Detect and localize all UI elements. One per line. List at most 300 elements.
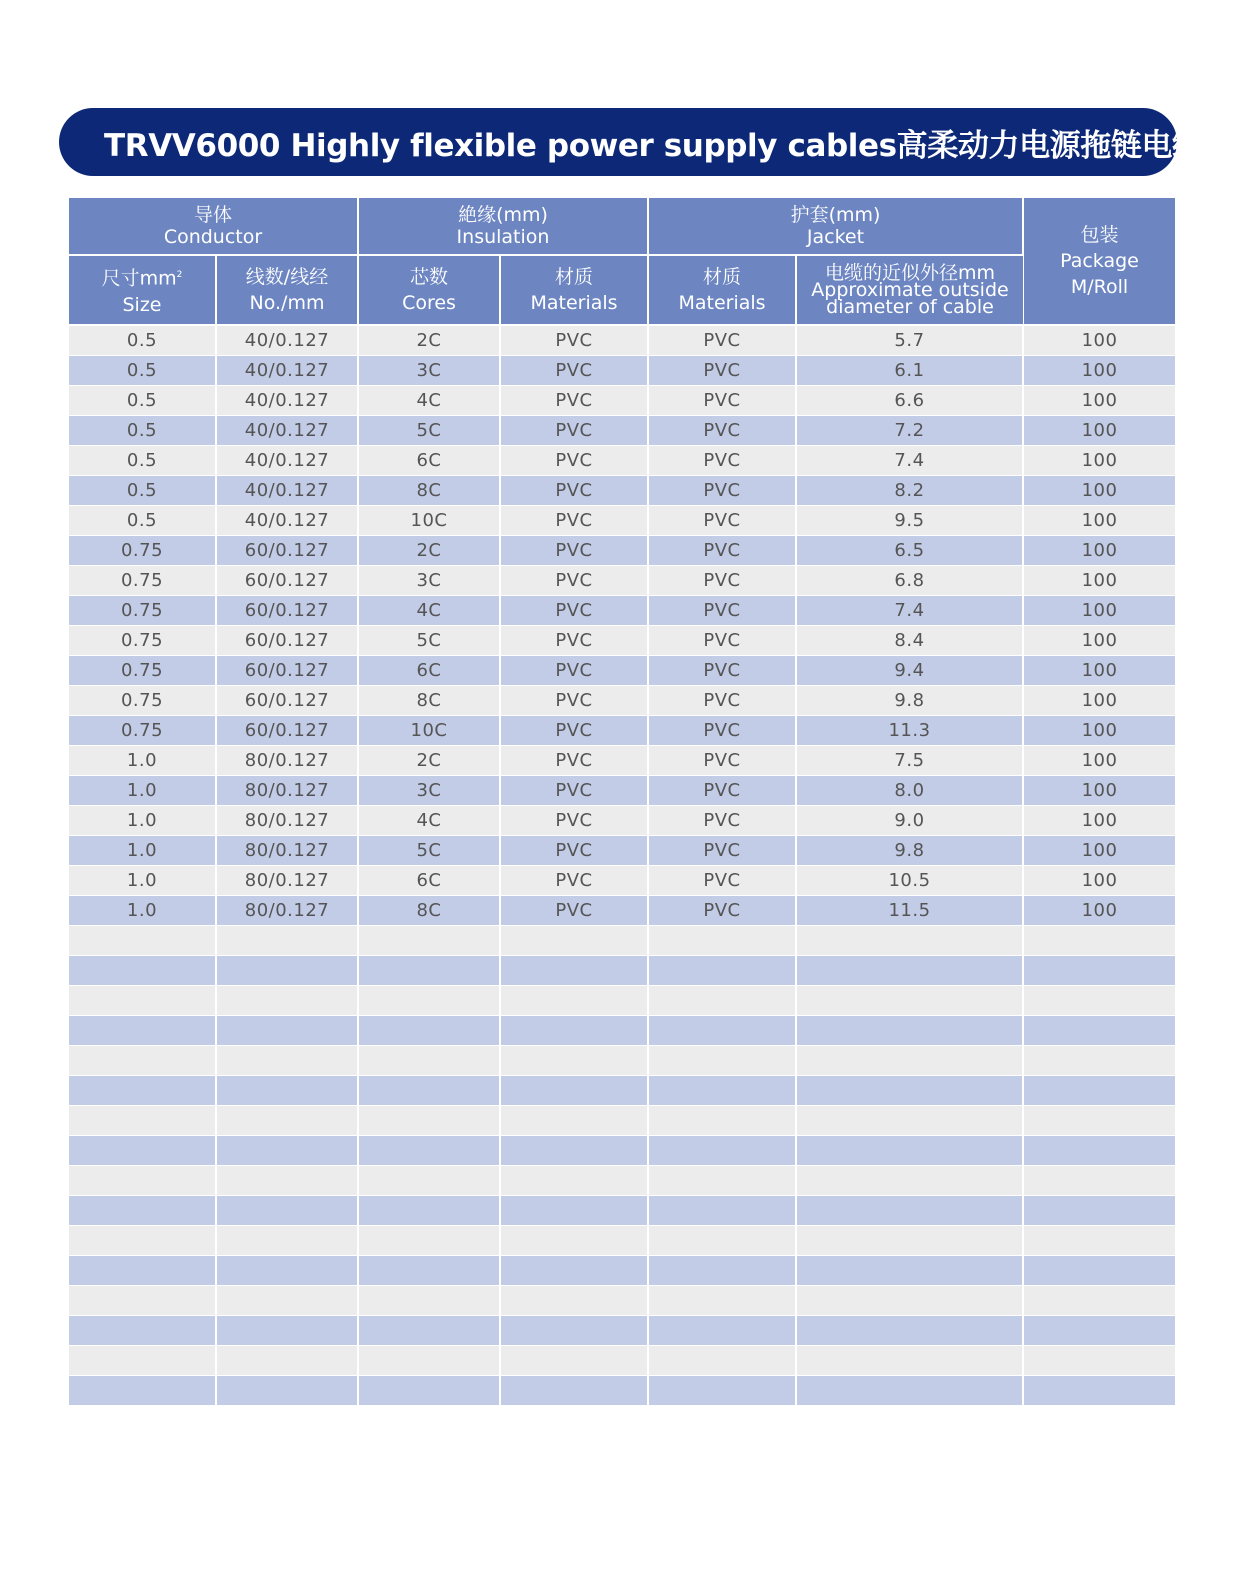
cell-insulation-material: PVC [500, 686, 648, 716]
cell-size [69, 1196, 216, 1226]
cell-size: 0.5 [69, 386, 216, 416]
cell-size [69, 1346, 216, 1376]
cell-size [69, 1376, 216, 1406]
cell-diameter: 9.5 [796, 506, 1023, 536]
cell-insulation-material [500, 956, 648, 986]
cell-jacket-material: PVC [648, 776, 796, 806]
table-row [69, 926, 1175, 956]
cell-insulation-material: PVC [500, 716, 648, 746]
cell-package: 100 [1023, 866, 1175, 896]
cell-diameter [796, 1136, 1023, 1166]
cell-diameter [796, 1196, 1023, 1226]
cell-cores [358, 1316, 500, 1346]
cell-cores [358, 1256, 500, 1286]
cell-diameter: 7.4 [796, 446, 1023, 476]
cell-insulation-material: PVC [500, 866, 648, 896]
cell-insulation-material: PVC [500, 776, 648, 806]
cell-diameter: 10.5 [796, 866, 1023, 896]
cell-package: 100 [1023, 626, 1175, 656]
cell-insulation-material [500, 1256, 648, 1286]
cell-strands: 80/0.127 [216, 896, 358, 926]
cell-diameter: 9.0 [796, 806, 1023, 836]
cell-jacket-material [648, 1256, 796, 1286]
cell-insulation-material: PVC [500, 416, 648, 446]
cell-size: 1.0 [69, 806, 216, 836]
page-title: TRVV6000 Highly flexible power supply cables高柔动力电源拖链电缆 [59, 108, 1177, 176]
table-row [69, 836, 1175, 866]
spec-table [69, 198, 1175, 1406]
cell-strands: 60/0.127 [216, 596, 358, 626]
table-row [69, 866, 1175, 896]
table-row [69, 536, 1175, 566]
cell-cores [358, 1106, 500, 1136]
cell-cores: 3C [358, 776, 500, 806]
cell-strands [216, 1376, 358, 1406]
table-row [69, 686, 1175, 716]
cell-insulation-material [500, 1376, 648, 1406]
cell-cores: 10C [358, 506, 500, 536]
cell-package: 100 [1023, 386, 1175, 416]
cell-jacket-material: PVC [648, 866, 796, 896]
table-row [69, 986, 1175, 1016]
cell-insulation-material [500, 1136, 648, 1166]
cell-jacket-material [648, 1166, 796, 1196]
cell-cores: 4C [358, 386, 500, 416]
table-row [69, 1046, 1175, 1076]
cell-jacket-material: PVC [648, 746, 796, 776]
cell-size: 0.5 [69, 325, 216, 356]
table-row [69, 416, 1175, 446]
cell-strands [216, 956, 358, 986]
cell-insulation-material [500, 1316, 648, 1346]
cell-size [69, 926, 216, 956]
cell-package [1023, 1346, 1175, 1376]
cell-jacket-material: PVC [648, 386, 796, 416]
cell-diameter: 7.5 [796, 746, 1023, 776]
cell-cores [358, 1166, 500, 1196]
cell-insulation-material [500, 1106, 648, 1136]
table-row [69, 806, 1175, 836]
cell-cores: 3C [358, 566, 500, 596]
cell-diameter: 8.4 [796, 626, 1023, 656]
table-row [69, 1016, 1175, 1046]
table-row [69, 596, 1175, 626]
cell-diameter: 11.5 [796, 896, 1023, 926]
cell-cores: 5C [358, 626, 500, 656]
cell-strands: 60/0.127 [216, 536, 358, 566]
cell-package [1023, 1076, 1175, 1106]
cell-strands [216, 1346, 358, 1376]
cell-diameter: 6.1 [796, 356, 1023, 386]
cell-strands: 40/0.127 [216, 476, 358, 506]
table-row [69, 896, 1175, 926]
cell-package [1023, 1286, 1175, 1316]
cell-insulation-material: PVC [500, 626, 648, 656]
cell-package: 100 [1023, 596, 1175, 626]
cell-cores: 8C [358, 476, 500, 506]
cell-diameter [796, 1046, 1023, 1076]
cell-diameter [796, 1316, 1023, 1346]
table-row [69, 1106, 1175, 1136]
cell-diameter [796, 956, 1023, 986]
cell-jacket-material: PVC [648, 686, 796, 716]
cell-jacket-material: PVC [648, 325, 796, 356]
cell-cores [358, 1196, 500, 1226]
cell-package: 100 [1023, 716, 1175, 746]
cell-cores [358, 1016, 500, 1046]
header-size: 尺寸$mm^2$ Size [69, 255, 216, 325]
table-row [69, 656, 1175, 686]
cell-package: 100 [1023, 446, 1175, 476]
cell-insulation-material: PVC [500, 806, 648, 836]
cell-diameter: 7.2 [796, 416, 1023, 446]
cell-size: 0.5 [69, 416, 216, 446]
cell-insulation-material [500, 1196, 648, 1226]
header-jacket-materials: 材质 Materials [648, 255, 796, 325]
cell-strands: 80/0.127 [216, 836, 358, 866]
cell-size [69, 1106, 216, 1136]
cell-strands: 60/0.127 [216, 566, 358, 596]
cell-strands [216, 1226, 358, 1256]
cell-cores: 3C [358, 356, 500, 386]
cell-package [1023, 1166, 1175, 1196]
table-row [69, 1316, 1175, 1346]
cell-jacket-material [648, 1136, 796, 1166]
cell-package: 100 [1023, 656, 1175, 686]
cell-package [1023, 1016, 1175, 1046]
cell-diameter [796, 1256, 1023, 1286]
cell-jacket-material: PVC [648, 836, 796, 866]
cell-cores [358, 926, 500, 956]
cell-package: 100 [1023, 896, 1175, 926]
cell-insulation-material [500, 1346, 648, 1376]
cell-jacket-material: PVC [648, 416, 796, 446]
cell-package: 100 [1023, 746, 1175, 776]
cell-insulation-material: PVC [500, 596, 648, 626]
cell-insulation-material [500, 1166, 648, 1196]
cell-jacket-material [648, 1286, 796, 1316]
cell-package [1023, 1046, 1175, 1076]
cell-jacket-material: PVC [648, 566, 796, 596]
cell-diameter: 6.6 [796, 386, 1023, 416]
cell-diameter: 6.5 [796, 536, 1023, 566]
cell-cores [358, 1376, 500, 1406]
cell-diameter [796, 1016, 1023, 1046]
cell-strands: 40/0.127 [216, 506, 358, 536]
cell-package: 100 [1023, 416, 1175, 446]
cell-insulation-material: PVC [500, 536, 648, 566]
header-insulation-materials: 材质 Materials [500, 255, 648, 325]
cell-package: 100 [1023, 356, 1175, 386]
cell-jacket-material [648, 956, 796, 986]
cell-cores [358, 1286, 500, 1316]
table-row [69, 1256, 1175, 1286]
cell-jacket-material: PVC [648, 476, 796, 506]
cell-diameter: 8.0 [796, 776, 1023, 806]
cell-jacket-material: PVC [648, 656, 796, 686]
cell-package: 100 [1023, 536, 1175, 566]
cell-jacket-material: PVC [648, 626, 796, 656]
cell-insulation-material: PVC [500, 386, 648, 416]
cell-size [69, 1046, 216, 1076]
cell-cores: 4C [358, 596, 500, 626]
table-row [69, 1076, 1175, 1106]
cell-insulation-material: PVC [500, 836, 648, 866]
cell-jacket-material [648, 1346, 796, 1376]
cell-size: 0.75 [69, 596, 216, 626]
table-row [69, 956, 1175, 986]
cell-strands: 40/0.127 [216, 325, 358, 356]
cell-jacket-material [648, 1316, 796, 1346]
header-insulation: 絶缘(mm) Insulation [358, 198, 648, 255]
cell-cores: 2C [358, 746, 500, 776]
cell-jacket-material: PVC [648, 506, 796, 536]
cell-diameter: 7.4 [796, 596, 1023, 626]
cell-package [1023, 1136, 1175, 1166]
cell-cores: 6C [358, 446, 500, 476]
cell-package [1023, 1106, 1175, 1136]
cell-strands [216, 1166, 358, 1196]
cell-insulation-material: PVC [500, 476, 648, 506]
cell-diameter [796, 1286, 1023, 1316]
table-row [69, 716, 1175, 746]
cell-cores [358, 986, 500, 1016]
table-row [69, 1376, 1175, 1406]
cell-package: 100 [1023, 476, 1175, 506]
cell-insulation-material: PVC [500, 566, 648, 596]
cell-cores: 6C [358, 656, 500, 686]
cell-insulation-material: PVC [500, 356, 648, 386]
table-row [69, 1196, 1175, 1226]
cell-diameter: 11.3 [796, 716, 1023, 746]
cell-strands: 80/0.127 [216, 776, 358, 806]
cell-cores: 4C [358, 806, 500, 836]
cell-cores: 2C [358, 536, 500, 566]
table-header [69, 198, 1175, 325]
cell-strands: 40/0.127 [216, 356, 358, 386]
header-package: 包装 Package M/Roll [1023, 198, 1175, 325]
cell-insulation-material: PVC [500, 446, 648, 476]
header-conductor: 导体 Conductor [69, 198, 358, 255]
table-row [69, 446, 1175, 476]
cell-jacket-material: PVC [648, 596, 796, 626]
cell-strands: 80/0.127 [216, 806, 358, 836]
cell-strands [216, 1256, 358, 1286]
cell-insulation-material [500, 986, 648, 1016]
cell-diameter: 9.4 [796, 656, 1023, 686]
cell-cores: 10C [358, 716, 500, 746]
table-row [69, 1166, 1175, 1196]
cell-jacket-material: PVC [648, 896, 796, 926]
cell-insulation-material [500, 926, 648, 956]
cell-size: 0.5 [69, 506, 216, 536]
table-row [69, 1286, 1175, 1316]
cell-size: 0.75 [69, 626, 216, 656]
cell-jacket-material [648, 1076, 796, 1106]
cell-strands [216, 1106, 358, 1136]
cell-package [1023, 956, 1175, 986]
cell-package: 100 [1023, 836, 1175, 866]
cell-size: 1.0 [69, 776, 216, 806]
header-diameter: 电缆的近似外径mm Approximate outside diameter of cable [796, 255, 1023, 325]
cell-size: 1.0 [69, 836, 216, 866]
cell-cores [358, 1136, 500, 1166]
cell-jacket-material [648, 1226, 796, 1256]
cell-diameter [796, 926, 1023, 956]
cell-insulation-material: PVC [500, 656, 648, 686]
cell-size [69, 1076, 216, 1106]
cell-insulation-material [500, 1286, 648, 1316]
cell-strands [216, 1196, 358, 1226]
header-jacket: 护套(mm) Jacket [648, 198, 1023, 255]
cell-jacket-material [648, 1106, 796, 1136]
cell-package: 100 [1023, 506, 1175, 536]
cell-size: 0.75 [69, 686, 216, 716]
table-row [69, 776, 1175, 806]
cell-cores [358, 1226, 500, 1256]
cell-cores: 6C [358, 866, 500, 896]
cell-package [1023, 1226, 1175, 1256]
cell-size: 1.0 [69, 866, 216, 896]
cell-package: 100 [1023, 806, 1175, 836]
cell-strands: 60/0.127 [216, 656, 358, 686]
cell-insulation-material [500, 1226, 648, 1256]
table-row [69, 386, 1175, 416]
cell-diameter [796, 1166, 1023, 1196]
table-row [69, 325, 1175, 356]
cell-strands [216, 1136, 358, 1166]
cell-jacket-material: PVC [648, 536, 796, 566]
table-row [69, 746, 1175, 776]
cell-jacket-material: PVC [648, 716, 796, 746]
cell-diameter [796, 1076, 1023, 1106]
cell-size [69, 1316, 216, 1346]
cell-package [1023, 926, 1175, 956]
cell-cores [358, 1046, 500, 1076]
cell-diameter [796, 1376, 1023, 1406]
cell-size: 0.75 [69, 716, 216, 746]
table-body [69, 325, 1175, 1406]
header-strands: 线数/线经 No./mm [216, 255, 358, 325]
cell-size: 0.75 [69, 536, 216, 566]
cell-strands [216, 1076, 358, 1106]
cell-jacket-material [648, 926, 796, 956]
cell-jacket-material: PVC [648, 806, 796, 836]
table-row [69, 1346, 1175, 1376]
cell-strands [216, 1286, 358, 1316]
cell-package: 100 [1023, 325, 1175, 356]
cell-jacket-material [648, 986, 796, 1016]
cell-insulation-material [500, 1016, 648, 1046]
cell-jacket-material [648, 1046, 796, 1076]
table-row [69, 506, 1175, 536]
cell-strands: 40/0.127 [216, 446, 358, 476]
cell-insulation-material: PVC [500, 506, 648, 536]
cell-cores [358, 1076, 500, 1106]
cell-package [1023, 1256, 1175, 1286]
cell-cores [358, 956, 500, 986]
cell-jacket-material [648, 1196, 796, 1226]
cell-diameter: 5.7 [796, 325, 1023, 356]
cell-strands: 80/0.127 [216, 866, 358, 896]
cell-diameter [796, 986, 1023, 1016]
cell-jacket-material [648, 1376, 796, 1406]
cell-package [1023, 986, 1175, 1016]
cell-size: 0.5 [69, 476, 216, 506]
cell-size [69, 1226, 216, 1256]
cell-size [69, 1166, 216, 1196]
cell-size [69, 1286, 216, 1316]
cell-jacket-material: PVC [648, 356, 796, 386]
cell-size [69, 1256, 216, 1286]
cell-strands: 80/0.127 [216, 746, 358, 776]
cell-strands: 60/0.127 [216, 716, 358, 746]
cell-diameter: 6.8 [796, 566, 1023, 596]
cell-size: 1.0 [69, 746, 216, 776]
cell-cores [358, 1346, 500, 1376]
cell-cores: 8C [358, 896, 500, 926]
cell-strands: 60/0.127 [216, 626, 358, 656]
cell-diameter [796, 1106, 1023, 1136]
cell-diameter [796, 1346, 1023, 1376]
cell-package [1023, 1376, 1175, 1406]
cell-package: 100 [1023, 686, 1175, 716]
cell-diameter: 9.8 [796, 686, 1023, 716]
cell-cores: 5C [358, 416, 500, 446]
cell-diameter: 8.2 [796, 476, 1023, 506]
cell-insulation-material [500, 1076, 648, 1106]
cell-insulation-material: PVC [500, 325, 648, 356]
cell-size [69, 956, 216, 986]
cell-strands: 60/0.127 [216, 686, 358, 716]
cell-cores: 8C [358, 686, 500, 716]
cell-package [1023, 1196, 1175, 1226]
cell-strands [216, 1046, 358, 1076]
cell-cores: 2C [358, 325, 500, 356]
cell-size [69, 986, 216, 1016]
cell-size: 0.75 [69, 656, 216, 686]
cell-package: 100 [1023, 566, 1175, 596]
table-row [69, 566, 1175, 596]
table-row [69, 1136, 1175, 1166]
cell-strands: 40/0.127 [216, 416, 358, 446]
header-cores: 芯数 Cores [358, 255, 500, 325]
table-row [69, 1226, 1175, 1256]
cell-insulation-material: PVC [500, 746, 648, 776]
cell-strands: 40/0.127 [216, 386, 358, 416]
cell-package [1023, 1316, 1175, 1346]
cell-strands [216, 1016, 358, 1046]
cell-insulation-material [500, 1046, 648, 1076]
cell-cores: 5C [358, 836, 500, 866]
table-row [69, 626, 1175, 656]
cell-strands [216, 1316, 358, 1346]
cell-size: 0.5 [69, 356, 216, 386]
cell-strands [216, 926, 358, 956]
cell-package: 100 [1023, 776, 1175, 806]
cell-jacket-material [648, 1016, 796, 1046]
cell-size: 1.0 [69, 896, 216, 926]
cell-diameter: 9.8 [796, 836, 1023, 866]
cell-size: 0.75 [69, 566, 216, 596]
table-row [69, 356, 1175, 386]
cell-strands [216, 986, 358, 1016]
cell-size: 0.5 [69, 446, 216, 476]
cell-insulation-material: PVC [500, 896, 648, 926]
cell-size [69, 1016, 216, 1046]
table-row [69, 476, 1175, 506]
cell-jacket-material: PVC [648, 446, 796, 476]
